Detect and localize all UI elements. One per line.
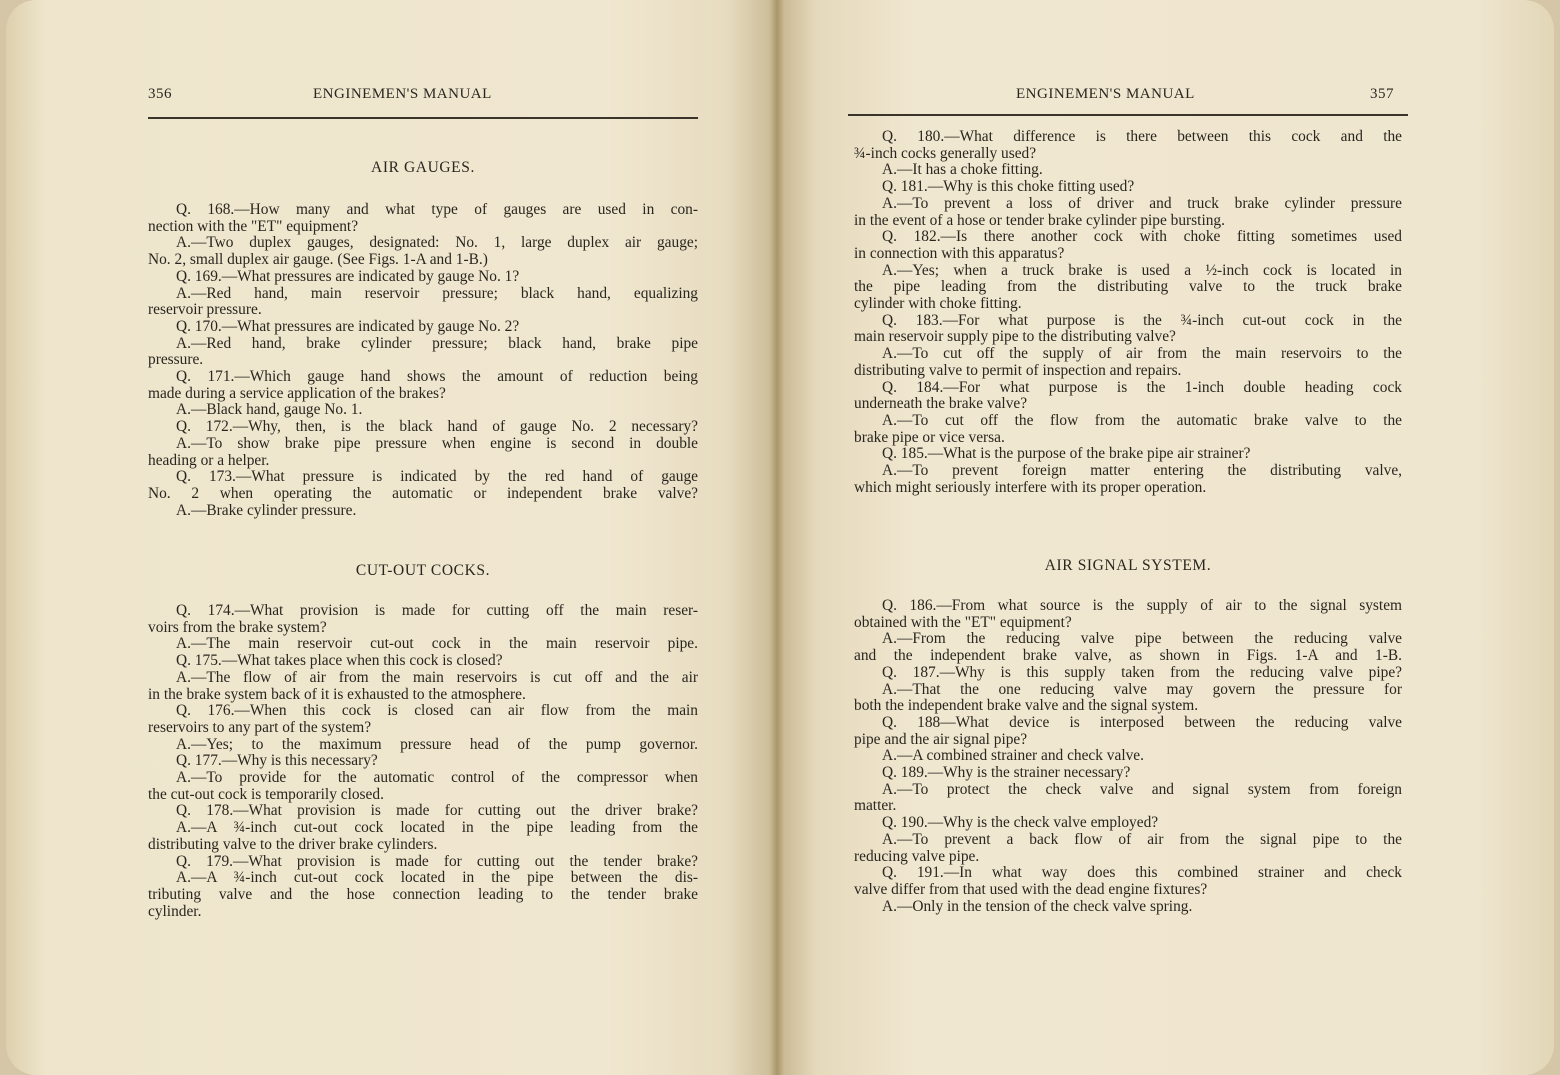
text-line: main reservoir supply pipe to the distributing valve? <box>854 328 1176 346</box>
text-line: A.—Brake cylinder pressure. <box>176 501 357 519</box>
text-line: heading or a helper. <box>148 451 270 469</box>
text-line: A.—To cut off the supply of air from the main reservoirs to the <box>882 345 1402 363</box>
text-line: matter. <box>854 797 897 815</box>
text-line: Q. 185.—What is the purpose of the brake pipe air strainer? <box>882 445 1251 463</box>
text-line: valve differ from that used with the dead engine fixtures? <box>854 880 1208 898</box>
section-body <box>148 603 698 920</box>
text-line: A.—To protect the check valve and signal system from foreign <box>882 780 1402 798</box>
right-page <box>776 0 1554 1075</box>
text-line: in connection with this apparatus? <box>854 244 1065 262</box>
text-line: A.—Yes; to the maximum pressure head of the pump governor. <box>176 735 698 753</box>
right-page-header <box>776 86 1554 108</box>
text-line: pipe and the air signal pipe? <box>854 730 1028 748</box>
text-line: Q. 170.—What pressures are indicated by gauge No. 2? <box>176 317 520 335</box>
text-line: Q. 189.—Why is the strainer necessary? <box>882 764 1131 782</box>
text-line: A.—A ¾-inch cut-out cock located in the pipe leading from the <box>176 819 698 837</box>
text-line: the pipe leading from the distributing valve to the truck brake <box>854 278 1402 296</box>
text-line: tributing valve and the hose connection leading to the tender brake <box>148 885 698 903</box>
text-line: Q. 188—What device is interposed between the reducing valve <box>882 713 1402 731</box>
text-line: A.—To prevent foreign matter entering the distributing valve, <box>882 462 1402 480</box>
text-line: reducing valve pipe. <box>854 847 980 865</box>
text-line: A.—The main reservoir cut-out cock in the main reservoir pipe. <box>176 635 698 653</box>
text-line: A.—It has a choke fitting. <box>882 161 1043 179</box>
text-line: A.—Only in the tension of the check valve spring. <box>882 897 1193 915</box>
text-line: brake pipe or vice versa. <box>854 428 1005 446</box>
text-line: pressure. <box>148 351 204 369</box>
text-line: nection with the "ET" equipment? <box>148 217 359 235</box>
text-line: A.—To provide for the automatic control of the compressor when <box>176 769 698 787</box>
running-title: ENGINEMEN'S MANUAL <box>313 86 492 102</box>
section-body <box>854 129 1402 496</box>
text-line: A.—Yes; when a truck brake is used a ½-inch cock is located in <box>882 261 1402 279</box>
left-page <box>6 0 776 1075</box>
text-line: made during a service application of the brakes? <box>148 384 446 402</box>
text-line: A.—From the reducing valve pipe between the reducing valve <box>882 630 1402 648</box>
text-line: voirs from the brake system? <box>148 618 327 636</box>
text-line: Q. 181.—Why is this choke fitting used? <box>882 178 1135 196</box>
text-line: Q. 175.—What takes place when this cock is closed? <box>176 652 503 670</box>
text-line: A.—A ¾-inch cut-out cock located in the pipe between the dis- <box>176 869 698 887</box>
text-line: both the independent brake valve and the signal system. <box>854 697 1199 715</box>
section-heading: AIR SIGNAL SYSTEM. <box>1044 557 1212 574</box>
text-line: obtained with the "ET" equipment? <box>854 613 1072 631</box>
text-line: reservoir pressure. <box>148 301 262 319</box>
text-line: cylinder with choke fitting. <box>854 295 1022 313</box>
text-line: Q. 180.—What difference is there between this cock and the <box>882 128 1402 145</box>
text-line: distributing valve to the driver brake cylinders. <box>148 835 438 853</box>
text-line: A.—A combined strainer and check valve. <box>882 747 1144 765</box>
text-line: cylinder. <box>148 902 202 920</box>
text-line: in the event of a hose or tender brake cylinder pipe bursting. <box>854 211 1225 229</box>
text-line: Q. 174.—What provision is made for cutting off the main reser- <box>176 602 698 619</box>
section-heading: AIR GAUGES. <box>371 159 475 176</box>
text-line: Q. 176.—When this cock is closed can air flow from the main <box>176 702 698 720</box>
header-rule <box>148 117 698 119</box>
text-line: A.—To cut off the flow from the automatic brake valve to the <box>882 411 1402 429</box>
page-number: 356 <box>148 86 172 102</box>
text-line: A.—Black hand, gauge No. 1. <box>176 401 363 419</box>
text-line: A.—To prevent a back flow of air from the signal pipe to the <box>882 830 1402 848</box>
text-line: Q. 177.—Why is this necessary? <box>176 752 378 770</box>
text-line: A.—Red hand, brake cylinder pressure; black hand, brake pipe <box>176 334 698 352</box>
text-line: Q. 171.—Which gauge hand shows the amount of reduction being <box>176 368 698 386</box>
text-line: No. 2 when operating the automatic or independent brake valve? <box>148 484 698 502</box>
text-line: in the brake system back of it is exhausted to the atmosphere. <box>148 685 526 703</box>
text-line: Q. 179.—What provision is made for cutting out the tender brake? <box>176 852 698 870</box>
text-line: Q. 178.—What provision is made for cutting out the driver brake? <box>176 802 698 820</box>
text-line: A.—That the one reducing valve may govern the pressure for <box>882 680 1402 698</box>
text-line: A.—The flow of air from the main reservoirs is cut off and the air <box>176 668 698 686</box>
text-line: and the independent brake valve, as shown in Figs. 1-A and 1-B. <box>854 647 1402 665</box>
text-line: the cut-out cock is temporarily closed. <box>148 785 384 803</box>
text-line: A.—Two duplex gauges, designated: No. 1, large duplex air gauge; <box>176 234 698 252</box>
text-line: ¾-inch cocks generally used? <box>854 144 1037 162</box>
section-body <box>148 202 698 519</box>
text-line: Q. 187.—Why is this supply taken from the reducing valve pipe? <box>882 663 1402 681</box>
header-rule <box>848 114 1408 116</box>
text-line: Q. 184.—For what purpose is the 1-inch double heading cock <box>882 378 1402 396</box>
text-line: A.—To show brake pipe pressure when engine is second in double <box>176 434 698 452</box>
left-page-header <box>6 86 776 108</box>
text-line: Q. 169.—What pressures are indicated by gauge No. 1? <box>176 267 520 285</box>
text-line: A.—To prevent a loss of driver and truck brake cylinder pressure <box>882 194 1402 212</box>
section-heading: CUT-OUT COCKS. <box>355 562 491 579</box>
running-title: ENGINEMEN'S MANUAL <box>1016 86 1195 102</box>
text-line: A.—Red hand, main reservoir pressure; black hand, equalizing <box>176 284 698 302</box>
page-number: 357 <box>1370 86 1394 102</box>
text-line: Q. 190.—Why is the check valve employed? <box>882 814 1159 832</box>
text-line: Q. 183.—For what purpose is the ¾-inch cut-out cock in the <box>882 311 1402 329</box>
text-line: Q. 173.—What pressure is indicated by the red hand of gauge <box>176 468 698 486</box>
text-line: Q. 182.—Is there another cock with choke fitting sometimes used <box>882 228 1402 246</box>
text-line: Q. 168.—How many and what type of gauges are used in con- <box>176 201 698 218</box>
text-line: which might seriously interfere with its proper operation. <box>854 478 1207 496</box>
text-line: distributing valve to permit of inspection and repairs. <box>854 361 1182 379</box>
text-line: reservoirs to any part of the system? <box>148 718 372 736</box>
text-line: Q. 191.—In what way does this combined strainer and check <box>882 864 1402 882</box>
text-line: No. 2, small duplex air gauge. (See Figs. 1-A and 1-B.) <box>148 251 488 269</box>
text-line: underneath the brake valve? <box>854 395 1028 413</box>
book-gutter <box>770 0 784 1075</box>
text-line: Q. 172.—Why, then, is the black hand of gauge No. 2 necessary? <box>176 418 698 436</box>
section-body <box>854 598 1402 915</box>
text-line: Q. 186.—From what source is the supply of air to the signal system <box>882 597 1402 614</box>
